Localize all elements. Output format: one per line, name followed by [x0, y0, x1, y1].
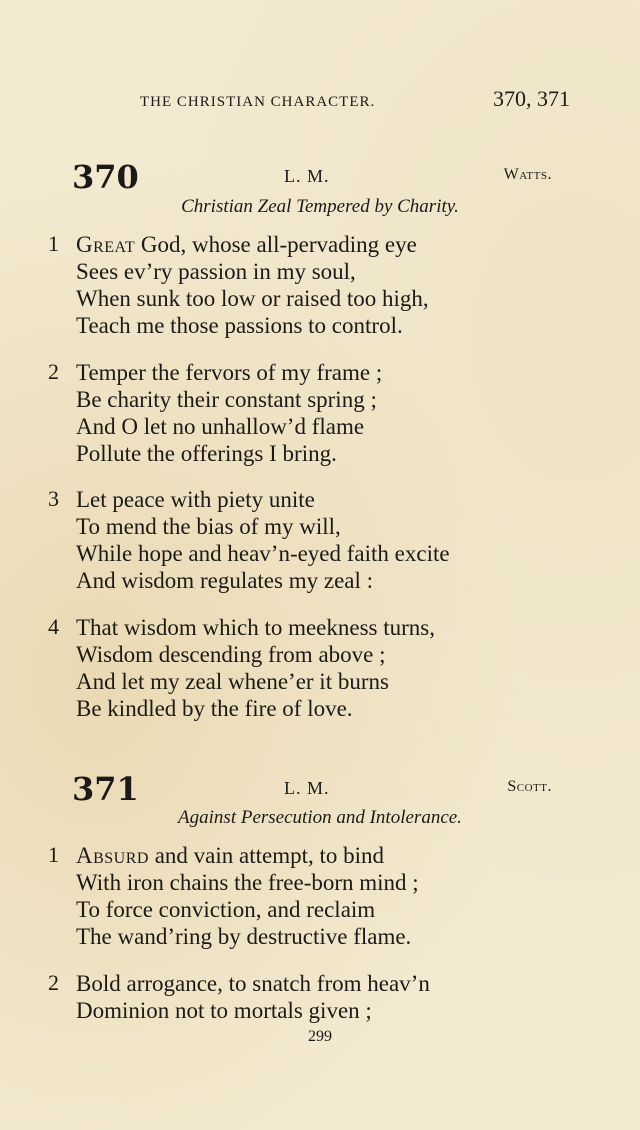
verse-line: Pollute the offerings I bring. — [76, 441, 337, 466]
verse-lead-word: Great — [76, 232, 136, 257]
hymn-number: 371 — [72, 770, 139, 808]
verse-lead-word: Absurd — [76, 843, 149, 868]
hymn-number: 370 — [72, 158, 139, 196]
verse-line: When sunk too low or raised too high, — [76, 286, 429, 311]
hymn-author: Scott. — [507, 778, 552, 795]
verse-line: Wisdom descending from above ; — [76, 642, 386, 667]
verse-number: 2 — [48, 970, 59, 995]
verse-line: And let my zeal whene’er it burns — [76, 669, 389, 694]
verse-line: Be charity their constant spring ; — [76, 387, 377, 412]
verse-line: To force conviction, and reclaim — [76, 897, 376, 922]
running-head: THE CHRISTIAN CHARACTER. — [140, 94, 376, 110]
verse-number: 1 — [48, 842, 59, 867]
verse-line: That wisdom which to meekness turns, — [76, 615, 436, 640]
verse-line: Great God, whose all-pervading eye — [76, 232, 417, 257]
hymn-title: Against Persecution and Intolerance. — [178, 807, 462, 828]
verse-line: Temper the fervors of my frame ; — [76, 360, 383, 385]
verse-line: While hope and heav’n-eyed faith excite — [76, 541, 450, 566]
hymn-meter: L. M. — [284, 166, 330, 186]
page-number: 299 — [308, 1028, 332, 1045]
verse-line: Sees ev’ry passion in my soul, — [76, 259, 356, 284]
verse-line: Absurd and vain attempt, to bind — [76, 843, 385, 868]
verse-line: To mend the bias of my will, — [76, 514, 341, 539]
hymn-meter: L. M. — [284, 778, 330, 798]
page-header — [140, 86, 570, 112]
verse-line: Teach me those passions to control. — [76, 313, 403, 338]
verse-line: Dominion not to mortals given ; — [76, 998, 372, 1023]
verse-number: 4 — [48, 614, 59, 639]
hymn-title: Christian Zeal Tempered by Charity. — [181, 196, 459, 217]
verse-line: And wisdom regulates my zeal : — [76, 568, 374, 593]
hymn-371-heading — [72, 770, 552, 810]
verse-line: Bold arrogance, to snatch from heav’n — [76, 971, 430, 996]
hymn-author: Watts. — [503, 166, 552, 183]
verse-number: 1 — [48, 231, 59, 256]
verse-line: Let peace with piety unite — [76, 487, 315, 512]
verse-line: Be kindled by the fire of love. — [76, 696, 353, 721]
verse-number: 2 — [48, 359, 59, 384]
verse-line: And O let no unhallow’d flame — [76, 414, 365, 439]
verse-line: The wand’ring by destructive flame. — [76, 924, 412, 949]
verse-number: 3 — [48, 486, 59, 511]
hymn-range: 370, 371 — [493, 86, 570, 111]
hymn-370-heading — [72, 158, 552, 198]
verse-line: With iron chains the free-born mind ; — [76, 870, 419, 895]
